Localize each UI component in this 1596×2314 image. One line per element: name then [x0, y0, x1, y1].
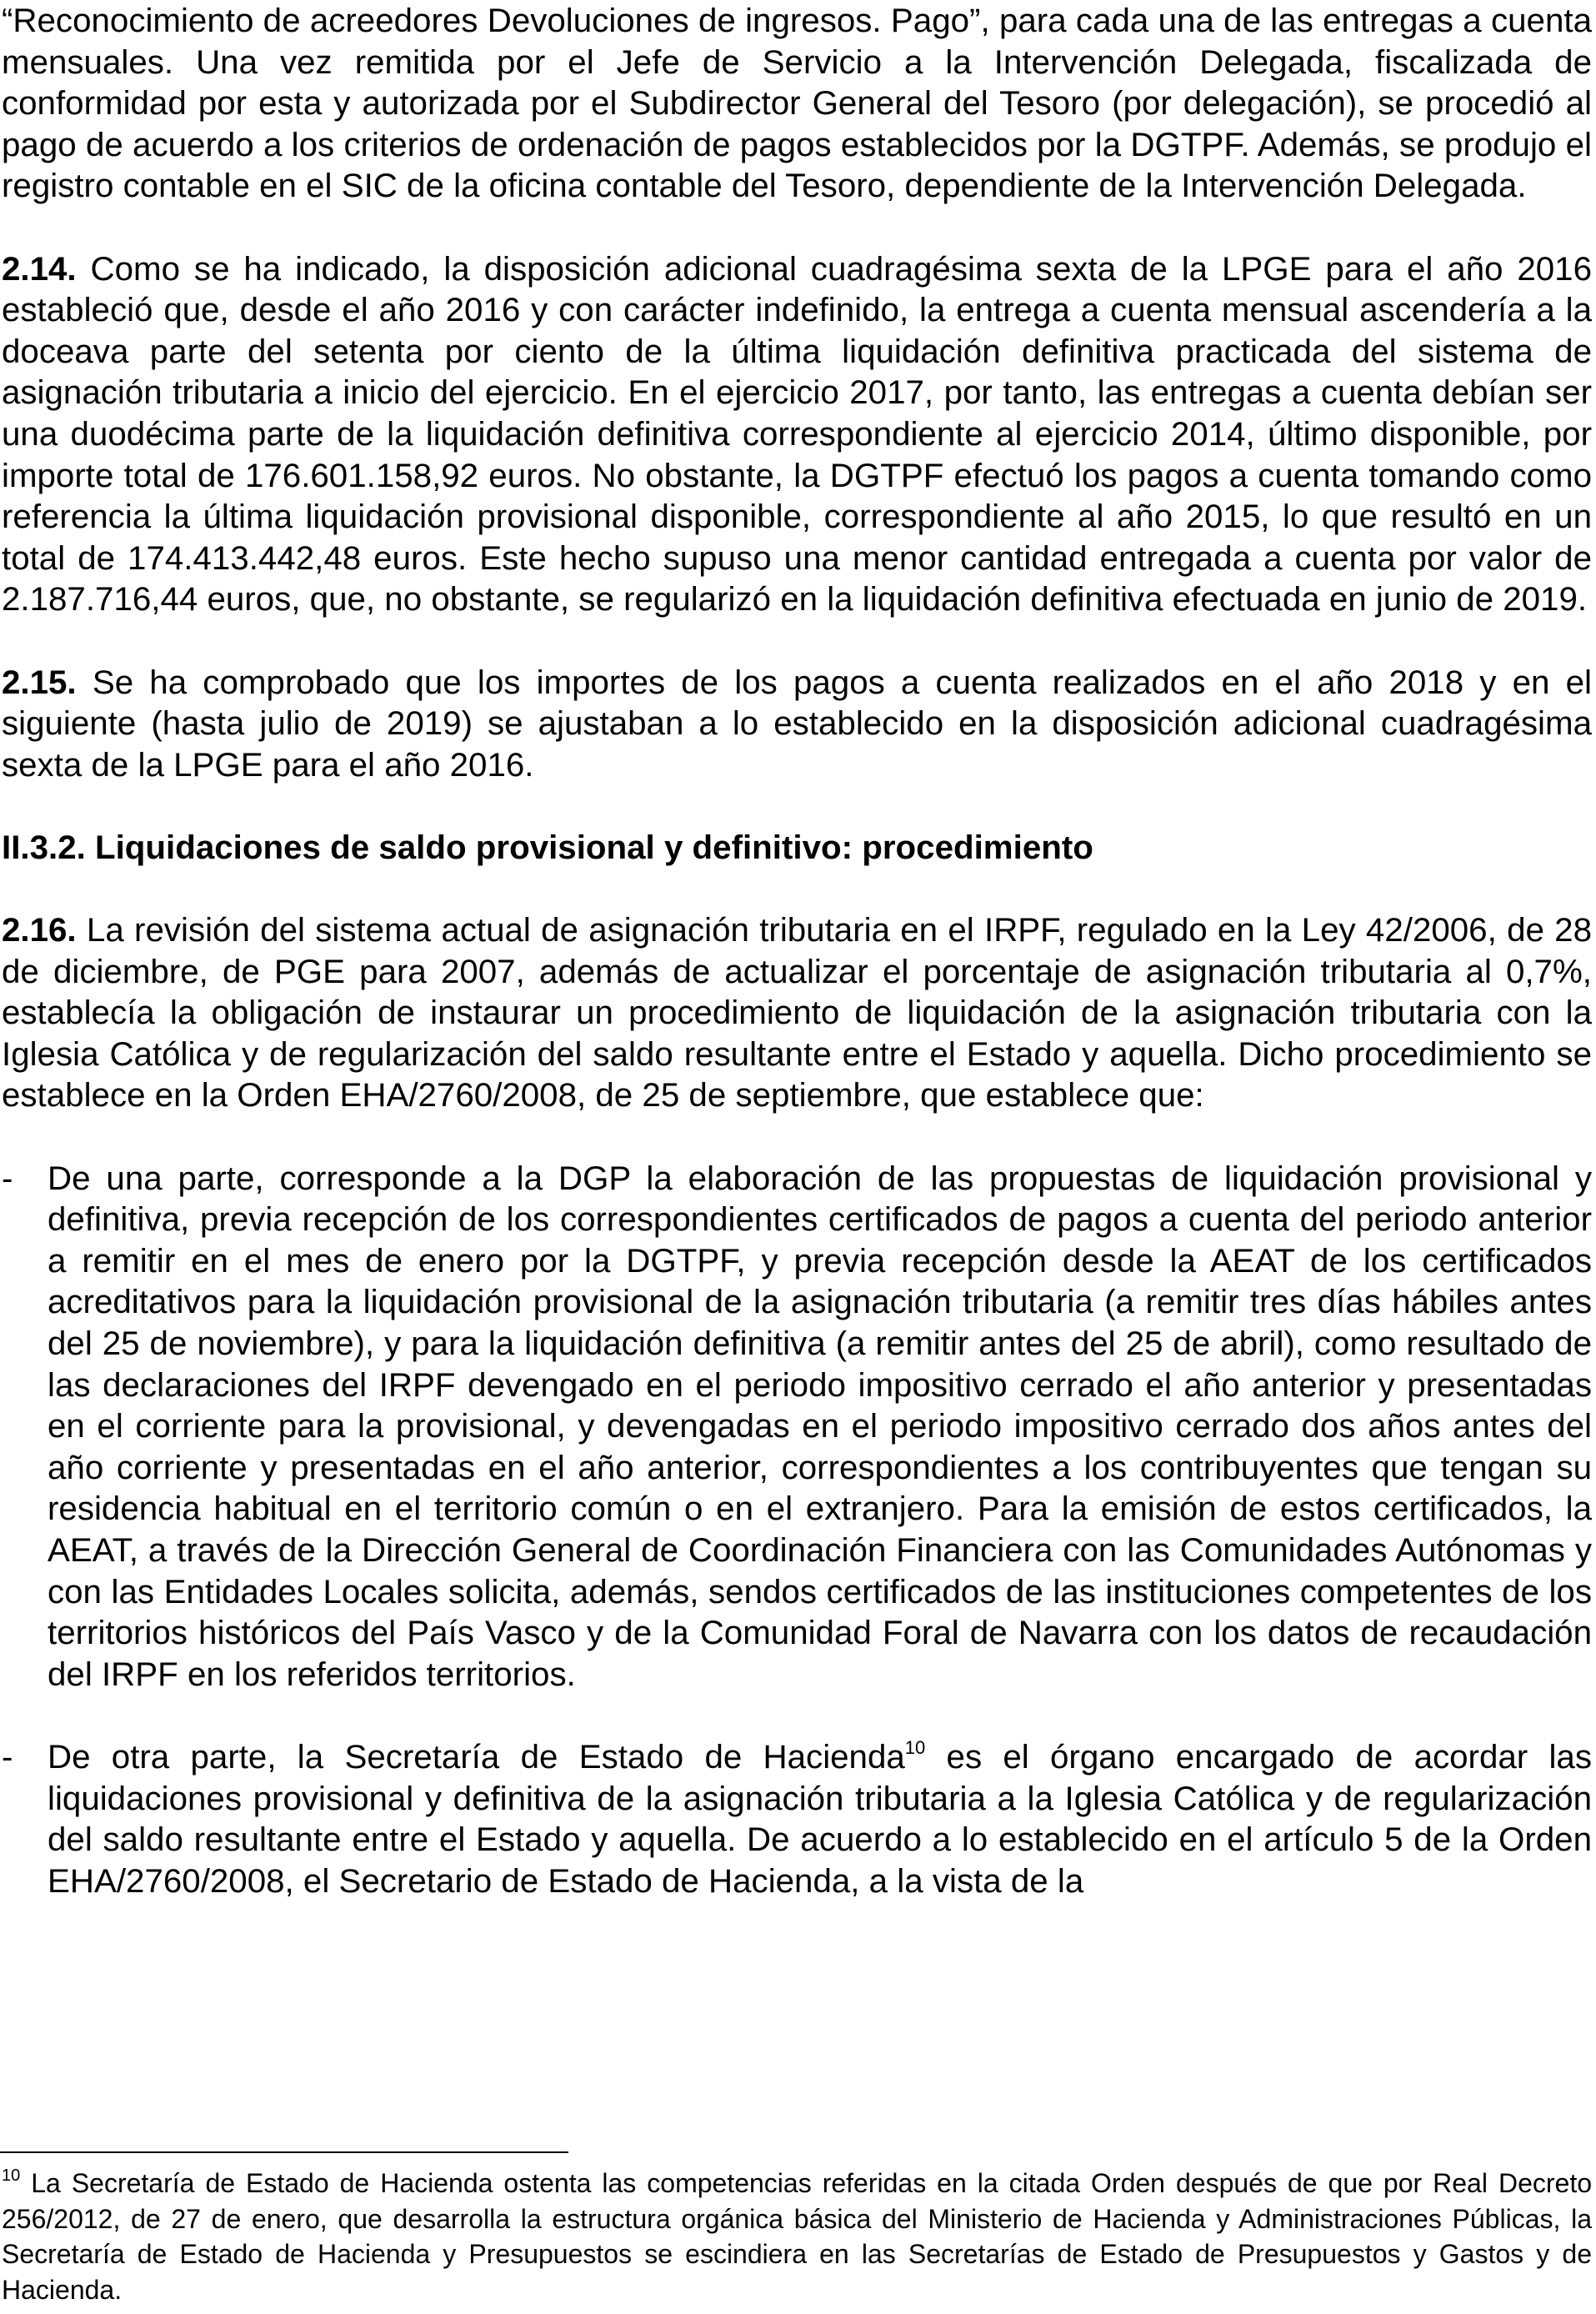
footnote-separator [0, 2151, 568, 2153]
paragraph-text: La revisión del sistema actual de asignación tributaria en el IRPF, regulado en la Ley 42/2006, de 28 de diciembre, de PGE para 2007, además de actualizar el porcentaje de asignación tributaria al 0,7%, establecía la obligación de instaurar un procedimiento de liquidación de la asignación tributaria con la Iglesia Católica y de regularización del saldo resultante entre el Estado y aquella. Dicho procedimiento se establece en la Orden EHA/2760/2008, de 25 de septiembre, que establece que: [2, 911, 1592, 1114]
paragraph-number: 2.16. [2, 911, 77, 949]
paragraph-gap [2, 207, 1592, 248]
list-item-text: De una parte, corresponde a la DGP la elaboración de las propuestas de liquidación provisional y definitiva, previa recepción de los correspondientes certificados de pagos a cuenta del periodo anterior a remitir en el mes de enero por la DGTPF, y previa recepción desde la AEAT de los certificados acreditativos para la liquidación provisional de la asignación tributaria (a remitir tres días hábiles antes del 25 de noviembre), y para la liquidación definitiva (a remitir antes del 25 de abril), como resultado de las declaraciones del IRPF devengado en el periodo impositivo cerrado el año anterior y presentadas en el corriente para la provisional, y devengadas en el periodo impositivo cerrado dos años antes del año corriente y presentadas en el año anterior, correspondientes a los contribuyentes que tengan su residencia habitual en el territorio común o en el extranjero. Para la emisión de estos certificados, la AEAT, a través de la Dirección General de Coordinación Financiera con las Comunidades Autónomas y con las Entidades Locales solicita, además, sendos certificados de las instituciones competentes de los territorios históricos del País Vasco y de la Comunidad Foral de Navarra con los datos de recaudación del IRPF en los referidos territorios. [48, 1159, 1592, 1693]
list-item [2, 1736, 1592, 1901]
list-item [2, 1158, 1592, 1695]
footnote-text: La Secretaría de Estado de Hacienda ostenta las competencias referidas en la citada Orden después de que por Real Decreto 256/2012, de 27 de enero, que desarrolla la estructura orgánica básica del Ministerio de Hacienda y Administraciones Públicas, la Secretaría de Estado de Hacienda y Presupuestos se escindiera en las Secretarías de Estado de Presupuestos y Gastos y de Hacienda. [2, 2168, 1592, 2305]
paragraph-gap [2, 1116, 1592, 1158]
list-item-text: De otra parte, la Secretaría de Estado de Hacienda [48, 1737, 905, 1776]
paragraph-number: 2.14. [2, 249, 77, 288]
paragraph-2-16 [2, 909, 1592, 1116]
paragraph-gap [2, 868, 1592, 909]
paragraph-gap [2, 1695, 1592, 1736]
paragraph-2-15 [2, 662, 1592, 786]
section-heading: II.3.2. Liquidaciones de saldo provisional y definitivo: procedimiento [2, 828, 1093, 866]
footnote-number: 10 [2, 2166, 21, 2185]
list-bullet: - [2, 1737, 13, 1776]
paragraph-gap [2, 620, 1592, 662]
paragraph-2-14 [2, 248, 1592, 620]
paragraph-gap [2, 785, 1592, 827]
footnote [2, 2166, 1592, 2307]
paragraph-text: Como se ha indicado, la disposición adicional cuadragésima sexta de la LPGE para el año 2016 estableció que, desde el año 2016 y con carácter indefinido, la entrega a cuenta mensual ascendería a la doceava parte del setenta por ciento de la última liquidación definitiva practicada del sistema de asignación tributaria a inicio del ejercicio. En el ejercicio 2017, por tanto, las entregas a cuenta debían ser una duodécima parte de la liquidación definitiva correspondiente al ejercicio 2014, último disponible, por importe total de 176.601.158,92 euros. No obstante, la DGTPF efectuó los pagos a cuenta tomando como referencia la última liquidación provisional disponible, correspondiente al año 2015, lo que resultó en un total de 174.413.442,48 euros. Este hecho supuso una menor cantidad entregada a cuenta por valor de 2.187.716,44 euros, que, no obstante, se regularizó en la liquidación definitiva efectuada en junio de 2019. [2, 249, 1592, 619]
footnote-reference[interactable]: 10 [904, 1736, 926, 1758]
main-text [2, 0, 1592, 1901]
paragraph-continuation [2, 0, 1592, 207]
paragraph-text: Se ha comprobado que los importes de los pagos a cuenta realizados en el año 2018 y en el siguiente (hasta julio de 2019) se ajustaban a lo establecido en la disposición adicional cuadragésima sexta de la LPGE para el año 2016. [2, 663, 1592, 784]
paragraph-continuation-text: “Reconocimiento de acreedores Devoluciones de ingresos. Pago”, para cada una de las entregas a cuenta mensuales. Una vez remitida por el Jefe de Servicio a la Intervención Delegada, fiscalizada de conformidad por esta y autorizada por el Subdirector General del Tesoro (por delegación), se procedió al pago de acuerdo a los criterios de ordenación de pagos establecidos por la DGTPF. Además, se produjo el registro contable en el SIC de la oficina contable del Tesoro, dependiente de la Intervención Delegada. [2, 2, 1592, 205]
paragraph-number: 2.15. [2, 663, 77, 701]
list-bullet: - [2, 1159, 13, 1197]
list-item-text-continued: es el órgano encargado de acordar las liquidaciones provisional y definitiva de la asignación tributaria a la Iglesia Católica y de regularización del saldo resultante entre el Estado y aquella. De acuerdo a lo establecido en el artículo 5 de la Orden EHA/2760/2008, el Secretario de Estado de Hacienda, a la vista de la [48, 1737, 1592, 1900]
